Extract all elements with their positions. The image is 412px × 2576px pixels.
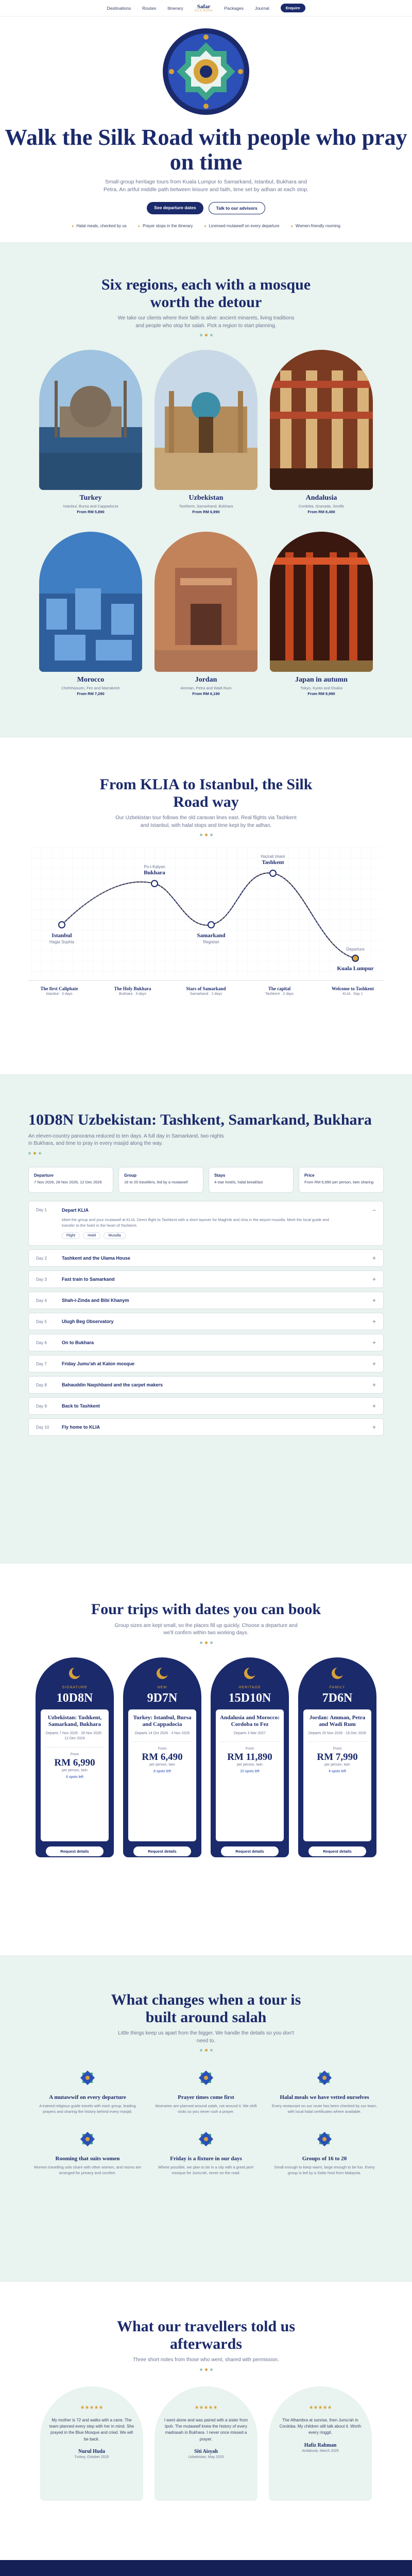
region-card-jordan[interactable]: [154, 532, 258, 696]
plus-icon: +: [372, 1339, 376, 1347]
trip-price: RM 11,890: [227, 1752, 272, 1763]
plus-icon: +: [372, 1360, 376, 1368]
route-map: [31, 848, 381, 976]
region-desc: Cordoba, Granada, Seville: [298, 504, 345, 509]
plus-icon: +: [372, 1255, 376, 1262]
day-tag: Hotel: [83, 1232, 100, 1239]
trip-duration: 7D6N: [322, 1691, 353, 1705]
region-price: From RM 6,990: [192, 510, 220, 515]
itinerary-title: 10D8N Uzbekistan: Tashkent, Samarkand, Bukhara: [28, 1111, 372, 1128]
trip-spots: 6 spots left: [66, 1775, 83, 1779]
region-price: From RM 5,890: [77, 510, 105, 515]
features-title: What changes when a tour is built around salah: [111, 1991, 301, 2026]
route-stop: The first Caliphate Istanbul · 3 days: [40, 986, 78, 996]
look-up-section: [0, 2560, 412, 2576]
region-name: Jordan: [195, 676, 217, 684]
regions-section: [0, 242, 412, 738]
route-stop: Welcome to Tashkent KLIA · Day 1: [331, 986, 374, 996]
region-desc: Tokyo, Kyoto and Osaka: [300, 686, 342, 691]
nav-link-itinerary[interactable]: Itinerary: [167, 5, 183, 11]
region-photo: [39, 532, 142, 672]
info-box-departure: Departure 7 Nov 2026, 28 Nov 2026, 12 Dec 2026: [28, 1167, 113, 1193]
crescent-icon: [156, 1667, 169, 1680]
plus-icon: +: [372, 1297, 376, 1304]
talk-advisors-button[interactable]: Talk to our advisors: [209, 202, 265, 214]
feature-item: A mutawwif on every departure A trained religious guide travels with each group, leading prayers and sharing the history behind every masjid.: [33, 2069, 142, 2115]
region-photo: [270, 532, 373, 672]
route-city-note: Po-i-Kalyan: [144, 865, 165, 870]
nav-link-journal[interactable]: Journal: [254, 5, 269, 11]
day-item[interactable]: Day 7 Friday Jumu'ah at Kalon mosque +: [28, 1355, 384, 1372]
crescent-icon: [331, 1667, 344, 1680]
route-stop: Stars of Samarkand Samarkand · 2 days: [186, 986, 226, 996]
plus-icon: +: [372, 1381, 376, 1389]
day-tag: Musolla: [104, 1232, 125, 1239]
trip-duration: 15D10N: [228, 1691, 271, 1705]
divider-dots: [0, 2368, 412, 2371]
region-name: Turkey: [79, 494, 102, 502]
star-tile-icon: [79, 2130, 96, 2148]
region-price: From RM 7,290: [77, 691, 105, 697]
logo-tag: SILK ROAD: [194, 9, 213, 12]
day-item-open[interactable]: Day 1 Depart KLIA − Meet the group and your mutawwif at KLIA. Direct flight to Tashkent with a short layover for Maghrib and Isha in the airport musolla. Meet the local guide and transfer to the hotel in the heart of Tashkent. Flight Hotel Musolla: [28, 1201, 384, 1246]
route-city-note: Hazrati Imam: [261, 854, 285, 859]
trip-flag: SIGNATURE: [62, 1685, 88, 1689]
region-card-uzbekistan[interactable]: [154, 350, 258, 514]
day-item[interactable]: Day 3 Fast train to Samarkand +: [28, 1270, 384, 1288]
trip-dates: Departs 20 Nov 2026 · 18 Dec 2026: [308, 1731, 367, 1735]
crescent-icon: [68, 1667, 81, 1680]
day-item[interactable]: Day 5 Ulugh Beg Observatory +: [28, 1313, 384, 1330]
route-city-note: Departure: [346, 947, 365, 952]
route-city-note: Hagia Sophia: [49, 940, 75, 945]
plus-icon: +: [372, 1318, 376, 1326]
region-photo: [154, 532, 258, 672]
trip-card[interactable]: NEW 9D7N Turkey: Istanbul, Bursa and Cappadocia Departs 14 Oct 2026 · 4 Nov 2026 From RM 6,490 per person, twin 8 spots left Request details: [123, 1657, 201, 1857]
testimonial-card: ★★★★★ The Alhambra at sunrise, then Jumu'ah in Cordoba. My children still talk about it. Worth every ringgit. Hafiz Rahman Andalusia, March 2025: [269, 2386, 372, 2501]
star-tile-icon: [197, 2130, 215, 2148]
nav-enquire-button[interactable]: Enquire: [281, 4, 305, 12]
hero-title: Walk the Silk Road with people who pray on time: [5, 125, 407, 175]
star-tile-icon: [197, 2069, 215, 2087]
route-city-label: Bukhara: [144, 870, 165, 876]
trips-section: [0, 1564, 412, 1955]
route-pin: [59, 922, 65, 928]
route-city-label: Tashkent: [262, 859, 284, 866]
divider-dots: [28, 1152, 412, 1155]
trip-price: RM 6,990: [54, 1757, 95, 1768]
trip-dates: Departs 14 Oct 2026 · 4 Nov 2026: [134, 1731, 190, 1735]
route-pin: [270, 870, 276, 876]
testimonial-card: ★★★★★ My mother is 72 and walks with a cane. The team planned every step with her in mind. She prayed in the Blue Mosque and cried. We will be back. Nurul Huda Turkey, October 2025: [40, 2386, 143, 2501]
star-tile-icon: [316, 2069, 333, 2087]
info-box-group: Group 16 to 20 travellers, led by a mutawwif: [118, 1167, 203, 1193]
route-section: [0, 738, 412, 1074]
route-subtitle: Our Uzbekistan tour follows the old caravan lines east. Real flights via Tashkent and Istanbul, with halal stops and time kept by the adhan.: [115, 815, 297, 828]
route-stops: [28, 980, 384, 996]
divider-dots: [0, 834, 412, 836]
regions-title: Six regions, each with a mosque worth the detour: [101, 276, 311, 311]
route-pin: [352, 955, 358, 961]
trip-dates: Departs 3 Mar 2027: [234, 1731, 266, 1735]
star-rating-icon: ★★★★★: [194, 2404, 218, 2411]
see-dates-button[interactable]: See departure dates: [147, 202, 203, 214]
region-photo: [270, 350, 373, 490]
regions-subtitle: We take our clients where their faith is alive: ancient minarets, living traditions and people who stop for salah. Pick a region to start planning.: [117, 315, 295, 329]
testimonials-title: What our travellers told us afterwards: [116, 2318, 296, 2352]
day-item[interactable]: Day 8 Bahauddin Naqshband and the carpet makers +: [28, 1376, 384, 1394]
minus-icon: −: [372, 1206, 376, 1214]
region-name: Uzbekistan: [188, 494, 224, 502]
site-logo[interactable]: [195, 4, 213, 12]
route-title: From KLIA to Istanbul, the Silk Road way: [99, 776, 313, 810]
plus-icon: +: [372, 1423, 376, 1431]
mosaic-star-icon: [162, 28, 250, 115]
features-section: [0, 1955, 412, 2282]
region-name: Andalusia: [305, 494, 337, 502]
trip-card[interactable]: FAMILY 7D6N Jordan: Amman, Petra and Wadi Rum Departs 20 Nov 2026 · 18 Dec 2026 From RM 7,990 per person, twin 4 spots left Request details: [298, 1657, 376, 1857]
region-desc: Tashkent, Samarkand, Bukhara: [179, 504, 233, 509]
feature-item: Halal meals we have vetted ourselves Every restaurant on our route has been checked by our team, with local halal certificates where available.: [270, 2069, 379, 2115]
trip-dates: Departs 7 Nov 2026 · 28 Nov 2026 · 12 Dec 2026: [45, 1731, 104, 1741]
hero-tick: ● Women-friendly rooming: [291, 224, 340, 228]
day-item[interactable]: Day 6 On to Bukhara +: [28, 1334, 384, 1351]
top-nav: [0, 0, 412, 16]
trip-price: RM 7,990: [317, 1752, 358, 1763]
request-details-button[interactable]: Request details: [221, 1846, 279, 1856]
region-name: Japan in autumn: [295, 676, 348, 684]
feature-item: Rooming that suits women Women travelling solo share with other women, and rooms are arranged for privacy and comfort.: [33, 2130, 142, 2176]
feature-item: Prayer times come first Itineraries are planned around salah, not around it. We shift visits so you never rush a prayer.: [152, 2069, 260, 2115]
trip-name: Turkey: Istanbul, Bursa and Cappadocia: [133, 1714, 192, 1727]
trip-name: Andalusia and Morocco: Cordoba to Fez: [220, 1714, 280, 1727]
region-photo: [154, 350, 258, 490]
star-tile-icon: [316, 2130, 333, 2148]
itinerary-section: [0, 1074, 412, 1564]
feature-item: Groups of 16 to 20 Small enough to keep warm, large enough to be fun. Every group is led by a Safar host from Malaysia.: [270, 2130, 379, 2176]
region-price: From RM 6,190: [192, 691, 220, 697]
plus-icon: +: [372, 1402, 376, 1410]
trip-price: RM 6,490: [142, 1752, 183, 1763]
region-price: From RM 9,990: [307, 691, 335, 697]
nav-link-packages[interactable]: Packages: [224, 5, 244, 11]
route-city-note: Registan: [203, 940, 219, 945]
testimonials-section: [0, 2282, 412, 2560]
route-city-label: Samarkand: [197, 933, 226, 939]
info-box-stays: Stays 4-star hotels, halal breakfast: [209, 1167, 294, 1193]
region-desc: Chefchaouen, Fez and Marrakesh: [61, 686, 120, 691]
trip-duration: 9D7N: [147, 1691, 178, 1705]
route-stop: The capital Tashkent · 2 days: [265, 986, 294, 996]
logo-text: Safar: [197, 3, 211, 10]
day-tag: Flight: [62, 1232, 80, 1239]
feature-item: Friday is a fixture in our days Where possible, we plan to be in a city with a great jami' mosque for Jumu'ah, never on the road.: [152, 2130, 260, 2176]
region-price: From RM 8,490: [307, 510, 335, 515]
hero-tick: ● Prayer stops in the itinerary: [138, 224, 193, 228]
region-photo: [39, 350, 142, 490]
itinerary-subtitle: An eleven-country panorama reduced to ten days. A full day in Samarkand, two nights in Bukhara, and time to pray in every masjid along the way.: [28, 1133, 224, 1147]
request-details-button[interactable]: Request details: [308, 1846, 366, 1856]
info-box-price: Price From RM 6,990 per person, twin sharing: [299, 1167, 384, 1193]
route-city-label: Kuala Lumpur: [337, 965, 374, 972]
day-body: Meet the group and your mutawwif at KLIA. Direct flight to Tashkent with a short layover for Maghrib and Isha in the airport musolla. Meet the local guide and transfer to the hotel in the heart of Tashkent.: [62, 1217, 329, 1228]
route-stop: The Holy Bukhara Bukhara · 3 days: [114, 986, 151, 996]
trip-duration: 10D8N: [56, 1691, 93, 1705]
day-item[interactable]: Day 9 Back to Tashkent +: [28, 1397, 384, 1415]
route-city-label: Istanbul: [52, 933, 72, 939]
route-pin: [151, 880, 158, 887]
crescent-icon: [243, 1667, 256, 1680]
divider-dots: [0, 1641, 412, 1644]
star-rating-icon: ★★★★★: [308, 2404, 332, 2411]
star-rating-icon: ★★★★★: [80, 2404, 104, 2411]
region-name: Morocco: [77, 676, 105, 684]
hero-tick: ● Halal meals, checked by us: [72, 224, 127, 228]
region-desc: Istanbul, Bursa and Cappadocia: [63, 504, 118, 509]
trip-spots: 4 spots left: [329, 1770, 346, 1774]
trip-spots: 8 spots left: [153, 1770, 171, 1774]
nav-link-routes[interactable]: Routes: [142, 5, 157, 11]
region-card-turkey[interactable]: [39, 350, 142, 514]
nav-link-destinations[interactable]: Destinations: [107, 5, 131, 11]
trips-title: Four trips with dates you can book: [91, 1601, 321, 1618]
hero-section: [0, 16, 412, 242]
trips-subtitle: Group sizes are kept small, so the places fill up quickly. Choose a departure and we'll confirm within two working days.: [114, 1622, 298, 1636]
route-line: [31, 848, 381, 976]
region-desc: Amman, Petra and Wadi Rum: [180, 686, 232, 691]
hero-tick: ● Licensed mutawwif on every departure: [204, 224, 279, 228]
itinerary-accordion: [28, 1201, 384, 1436]
trip-flag: FAMILY: [329, 1685, 346, 1689]
trip-name: Uzbekistan: Tashkent, Samarkand, Bukhara: [47, 1714, 102, 1727]
day-item[interactable]: Day 4 Shah-i-Zinda and Bibi Khanym +: [28, 1292, 384, 1309]
trip-card[interactable]: HERITAGE 15D10N Andalusia and Morocco: Cordoba to Fez Departs 3 Mar 2027 From RM 11,890 per person, twin 10 spots left Request details: [211, 1657, 289, 1857]
trip-flag: HERITAGE: [238, 1685, 261, 1689]
request-details-button[interactable]: Request details: [46, 1846, 104, 1856]
hero-subtitle: Small-group heritage tours from Kuala Lumpur to Samarkand, Istanbul, Bukhara and Petra. An artful middle path between leisure and faith, time set by adhan at each stop.: [103, 179, 309, 193]
region-card-japan[interactable]: [270, 532, 373, 696]
testimonial-card: ★★★★★ I went alone and was paired with a sister from Ipoh. The mutawwif knew the history of every madrasah in Bukhara. I never once missed a prayer. Siti Aisyah Uzbekistan, May 2025: [154, 2386, 258, 2501]
trip-flag: NEW: [157, 1685, 167, 1689]
trip-spots: 10 spots left: [240, 1770, 260, 1774]
divider-dots: [0, 334, 412, 336]
day-item[interactable]: Day 10 Fly home to KLIA +: [28, 1418, 384, 1436]
trip-name: Jordan: Amman, Petra and Wadi Rum: [309, 1714, 366, 1727]
star-tile-icon: [79, 2069, 96, 2087]
features-subtitle: Little things keep us apart from the bigger. We handle the details so you don't need to.: [118, 2030, 294, 2044]
request-details-button[interactable]: Request details: [133, 1846, 191, 1856]
trip-card[interactable]: SIGNATURE 10D8N Uzbekistan: Tashkent, Samarkand, Bukhara Departs 7 Nov 2026 · 28 Nov 2026 · 12 Dec 2026 From RM 6,990 per person, twin 6 spots left Request details: [36, 1657, 114, 1857]
route-pin: [208, 922, 214, 928]
divider-dots: [0, 2049, 412, 2052]
region-card-andalusia[interactable]: [270, 350, 373, 514]
day-item[interactable]: Day 2 Tashkent and the Ulama House +: [28, 1249, 384, 1267]
region-card-morocco[interactable]: [39, 532, 142, 696]
plus-icon: +: [372, 1276, 376, 1283]
testimonials-subtitle: Three short notes from those who went, shared with permission.: [132, 2357, 280, 2363]
